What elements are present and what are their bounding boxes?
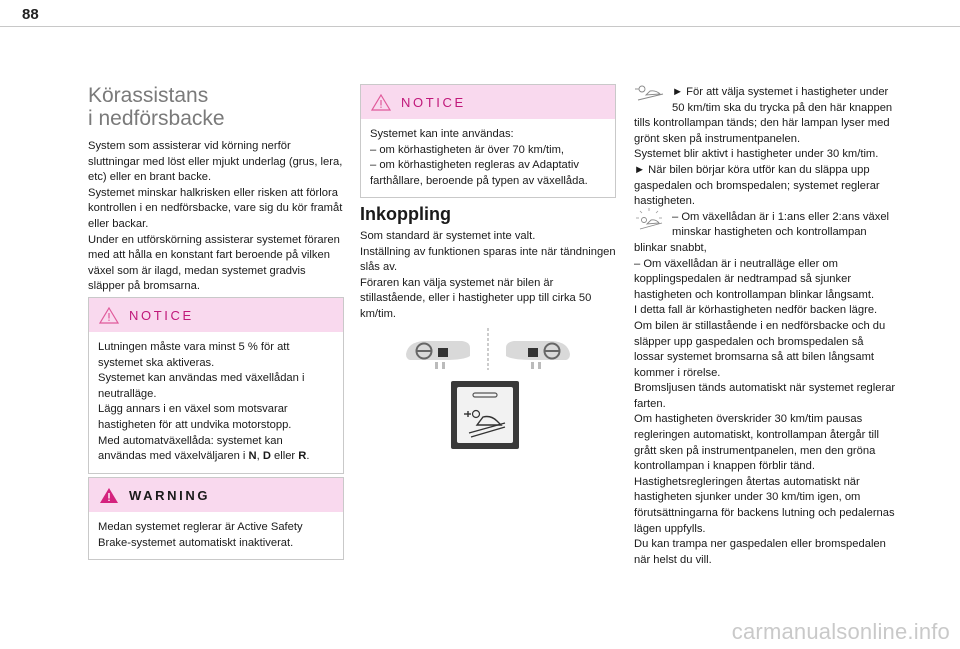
page-number: 88 bbox=[22, 6, 39, 23]
col3-line: Bromsljusen tänds automatiskt när systemet reglerar farten. bbox=[634, 382, 896, 410]
hill-descent-flashing-icon bbox=[634, 208, 664, 230]
instruction-select-text: ► För att välja systemet i hastigheter under 50 km/tim ska du trycka på den här knappen tills kontrollampan tänds; den här lampan lyser med grönt sken på instrumentpanelen. bbox=[634, 86, 893, 145]
gear-text: Med automatväxellåda: systemet kan användas med växelväljaren i bbox=[98, 434, 283, 463]
notice-line: – om körhastigheten regleras av Adaptativ farthållare, beroende på typen av växellåda. bbox=[370, 159, 588, 187]
notice-box-2 bbox=[360, 84, 616, 198]
notice-line: – om körhastigheten är över 70 km/tim, bbox=[370, 143, 565, 156]
notice-line: Systemet kan inte användas: bbox=[370, 128, 514, 140]
notice-body bbox=[361, 119, 615, 197]
watermark: carmanualsonline.info bbox=[731, 619, 950, 644]
col3-line: Om hastigheten överskrider 30 km/tim pausas regleringen automatiskt, kontrollampan återgår till grått sken på instrumentpanelen, men den gröna kontrollampan i knappen förblir tänd. bbox=[634, 413, 880, 473]
gear-d: D bbox=[262, 450, 271, 463]
notice-heading: NOTICE bbox=[129, 307, 194, 323]
notice-line: Lägg annars i en växel som motsvarar hastigheten för att undvika motorstopp. bbox=[98, 403, 292, 431]
intro-text bbox=[88, 139, 344, 295]
col3-line: Systemet blir aktivt i hastigheter under 30 km/tim. bbox=[634, 148, 879, 161]
right-hand-drive-dashboard bbox=[506, 341, 570, 369]
col3-line: – Om växellådan är i neutralläge eller om kopplingspedalen är nedtrampad så sjunker hastigheten och kontrollampan blinkar långsamt. bbox=[634, 257, 875, 301]
hill-descent-small-icon bbox=[634, 83, 664, 101]
notice-header bbox=[361, 85, 615, 119]
warning-header bbox=[89, 478, 343, 512]
gear-r: R bbox=[298, 450, 307, 463]
gear-sep: eller bbox=[270, 450, 299, 463]
col3-line: I detta fall är körhastigheten nedför backen lägre. bbox=[634, 304, 878, 317]
warning-body bbox=[89, 512, 343, 559]
hill-descent-button-illustration bbox=[451, 381, 519, 449]
col3-line: Om bilen är stillastående i en nedförsbacke och du släpper upp gaspedalen och bromspedalen så lossar systemet bromsarna så att bilen långsamt kommer i rörelse. bbox=[634, 319, 886, 379]
intro-paragraph: Systemet minskar halkrisken eller risken att förlora kontrollen i en nedförsbacke, vare sig du kör framåt eller backar. bbox=[88, 186, 343, 230]
top-divider bbox=[0, 26, 960, 27]
left-hand-drive-dashboard bbox=[406, 341, 470, 369]
instruction-select bbox=[634, 85, 896, 147]
notice-heading: NOTICE bbox=[401, 94, 466, 110]
inkoppling-line: Inställning av funktionen sparas inte när tändningen slås av. bbox=[360, 245, 616, 274]
gear-sep: , bbox=[256, 450, 263, 463]
inkoppling-line: Som standard är systemet inte valt. bbox=[360, 230, 536, 242]
notice-header bbox=[89, 298, 343, 332]
notice-line-gears bbox=[98, 434, 334, 465]
col3-line: Du kan trampa ner gaspedalen eller bromspedalen när helst du vill. bbox=[634, 538, 886, 566]
gear-n: N bbox=[248, 450, 257, 463]
warning-heading: WARNING bbox=[129, 487, 211, 503]
warning-box bbox=[88, 477, 344, 560]
col3-line: Hastighetsregleringen återtas automatiskt när hastigheten sjunker under 30 km/tim igen, om förutsättningarna för backens lutning och pedalernas lägen uppfylls. bbox=[634, 475, 895, 535]
page-title bbox=[88, 84, 348, 130]
warning-text: Medan systemet reglerar är Active Safety Brake-systemet automatiskt inaktiverat. bbox=[98, 521, 303, 549]
col3-gear-text: – Om växellådan är i 1:ans eller 2:ans växel minskar hastigheten och kontrollampan blinkar snabbt, bbox=[634, 210, 890, 254]
title-line-1: Körassistans bbox=[88, 84, 209, 107]
warning-triangle-icon bbox=[371, 94, 391, 111]
warning-filled-triangle-icon bbox=[99, 487, 119, 504]
title-line-2: i nedförsbacke bbox=[88, 107, 225, 130]
gear-end: . bbox=[306, 450, 310, 463]
col3-line-gear bbox=[634, 210, 896, 257]
notice-line: Systemet kan användas med växellådan i neutralläge. bbox=[98, 372, 305, 400]
notice-box-1 bbox=[88, 297, 344, 474]
column-3-text bbox=[634, 85, 896, 568]
inkoppling-line: Föraren kan välja systemet när bilen är stillastående, eller i hastigheter upp till cirka 50 km/tim. bbox=[360, 276, 592, 320]
warning-triangle-icon bbox=[99, 307, 119, 324]
notice-line: Lutningen måste vara minst 5 % för att systemet ska aktiveras. bbox=[98, 341, 290, 369]
dashboard-illustration bbox=[404, 326, 572, 372]
intro-paragraph: Under en utförskörning assisterar systemet föraren med att hålla en konstant fart beroende på vilken växel som är ilagd, medan systemet gradvis släpper på bromsarna. bbox=[88, 233, 340, 293]
col3-line: ► När bilen börjar köra utför kan du släppa upp gaspedalen och bromspedalen; systemet reglerar hastigheten. bbox=[634, 163, 880, 208]
notice-body bbox=[89, 332, 343, 473]
intro-paragraph: System som assisterar vid körning nerför sluttningar med löst eller mjukt underlag (grus, lera, etc) eller en brant backe. bbox=[88, 140, 343, 184]
hill-descent-icon bbox=[451, 381, 519, 449]
section-heading-inkoppling: Inkoppling bbox=[360, 204, 451, 224]
inkoppling-text bbox=[360, 229, 616, 323]
